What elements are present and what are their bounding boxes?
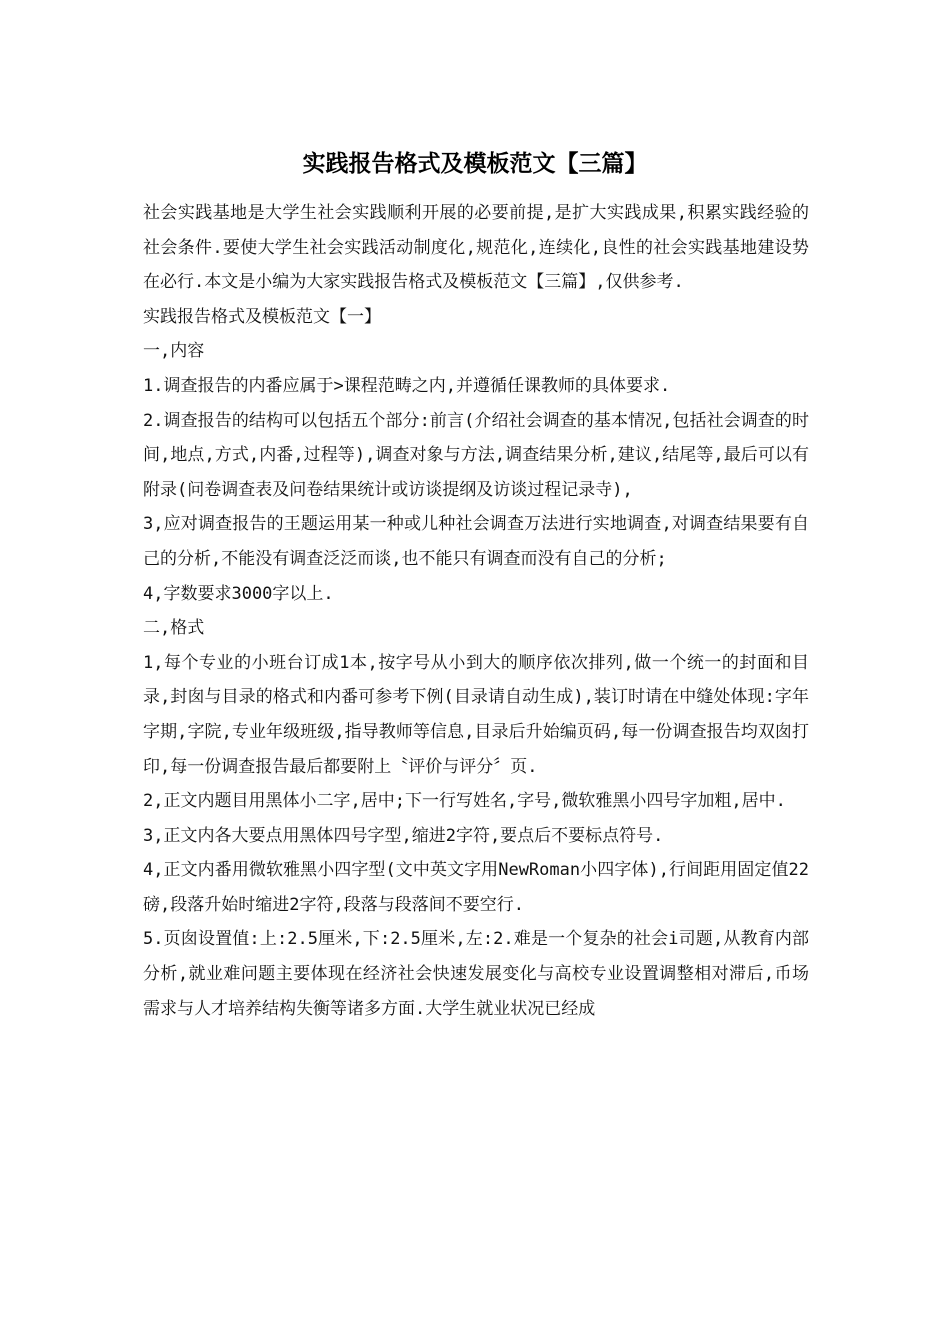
list-item: 2.调查报告的结构可以包括五个部分:前言(介绍社会调查的基本情况,包括社会调查的时间,地点,方式,内番,过程等),调查对象与方法,调查结果分析,建议,结尾等,最后可以有附录(问卷调查表及问卷结果统计或访谈提纲及访谈过程记录寺), (143, 410, 809, 500)
list-item: 5.页囱设置值:上:2.5厘米,下:2.5厘米,左:2.难是一个复杂的社会i司题,从教育内部分析,就业难问题主要体现在经济社会快速发展变化与高校专业设置调整相对滞后,币场需求与人才培养结构失衡等诸多方面.大学生就业状况已经成 (143, 929, 809, 1019)
list-item: 1.调查报告的内番应属于>课程范畴之内,并遵循任课教师的具体要求. (143, 375, 671, 396)
section-heading-format: 二,格式 (143, 618, 205, 639)
list-item: 4,字数要求3000字以上. (143, 583, 334, 604)
list-item: 4,正文内番用微软雅黑小四字型(文中英文字用NewRoman小四字体),行间距用固定值22磅,段落升始时缩进2字符,段落与段落间不要空行. (143, 860, 809, 915)
section-heading-template-one: 实践报告格式及模板范文【一】 (143, 306, 381, 327)
list-item: 3,应对调查报告的王题运用某一种或儿种社会调查万法进行实地调查,对调查结果要有自己的分析,不能没有调查泛泛而谈,也不能只有调查而没有自己的分析; (143, 514, 809, 569)
list-item: 2,正文内题目用黑体小二字,居中;下一行写姓名,字号,微软雅黑小四号字加粗,居中. (143, 791, 786, 812)
list-item: 3,正文内各大要点用黑体四号字型,缩进2字符,要点后不要标点符号. (143, 825, 664, 846)
section-heading-content: 一,内容 (143, 341, 205, 362)
document-body (143, 196, 809, 1026)
list-item: 1,每个专业的小班台订成1本,按字号从小到大的顺序依次排列,做一个统一的封面和目录,封囱与目录的格式和内番可参考下例(目录请自动生成),装订时请在中缝处体现:字年字期,字院,专业年级班级,指导教师等信息,目录后升始编页码,每一份调查报告均双囱打印,每一份调查报告最后都要附上〝评价与评分〞页. (143, 652, 809, 777)
paragraph-intro: 社会实践基地是大学生社会实践顺利开展的必要前提,是扩大实践成果,积累实践经验的社会条件.要使大学生社会实践活动制度化,规范化,连续化,良性的社会实践基地建设势在必行.本文是小编为大家实践报告格式及模板范文【三篇】,仅供参考. (143, 203, 809, 293)
document-title: 实践报告格式及模板范文【三篇】 (302, 150, 648, 177)
